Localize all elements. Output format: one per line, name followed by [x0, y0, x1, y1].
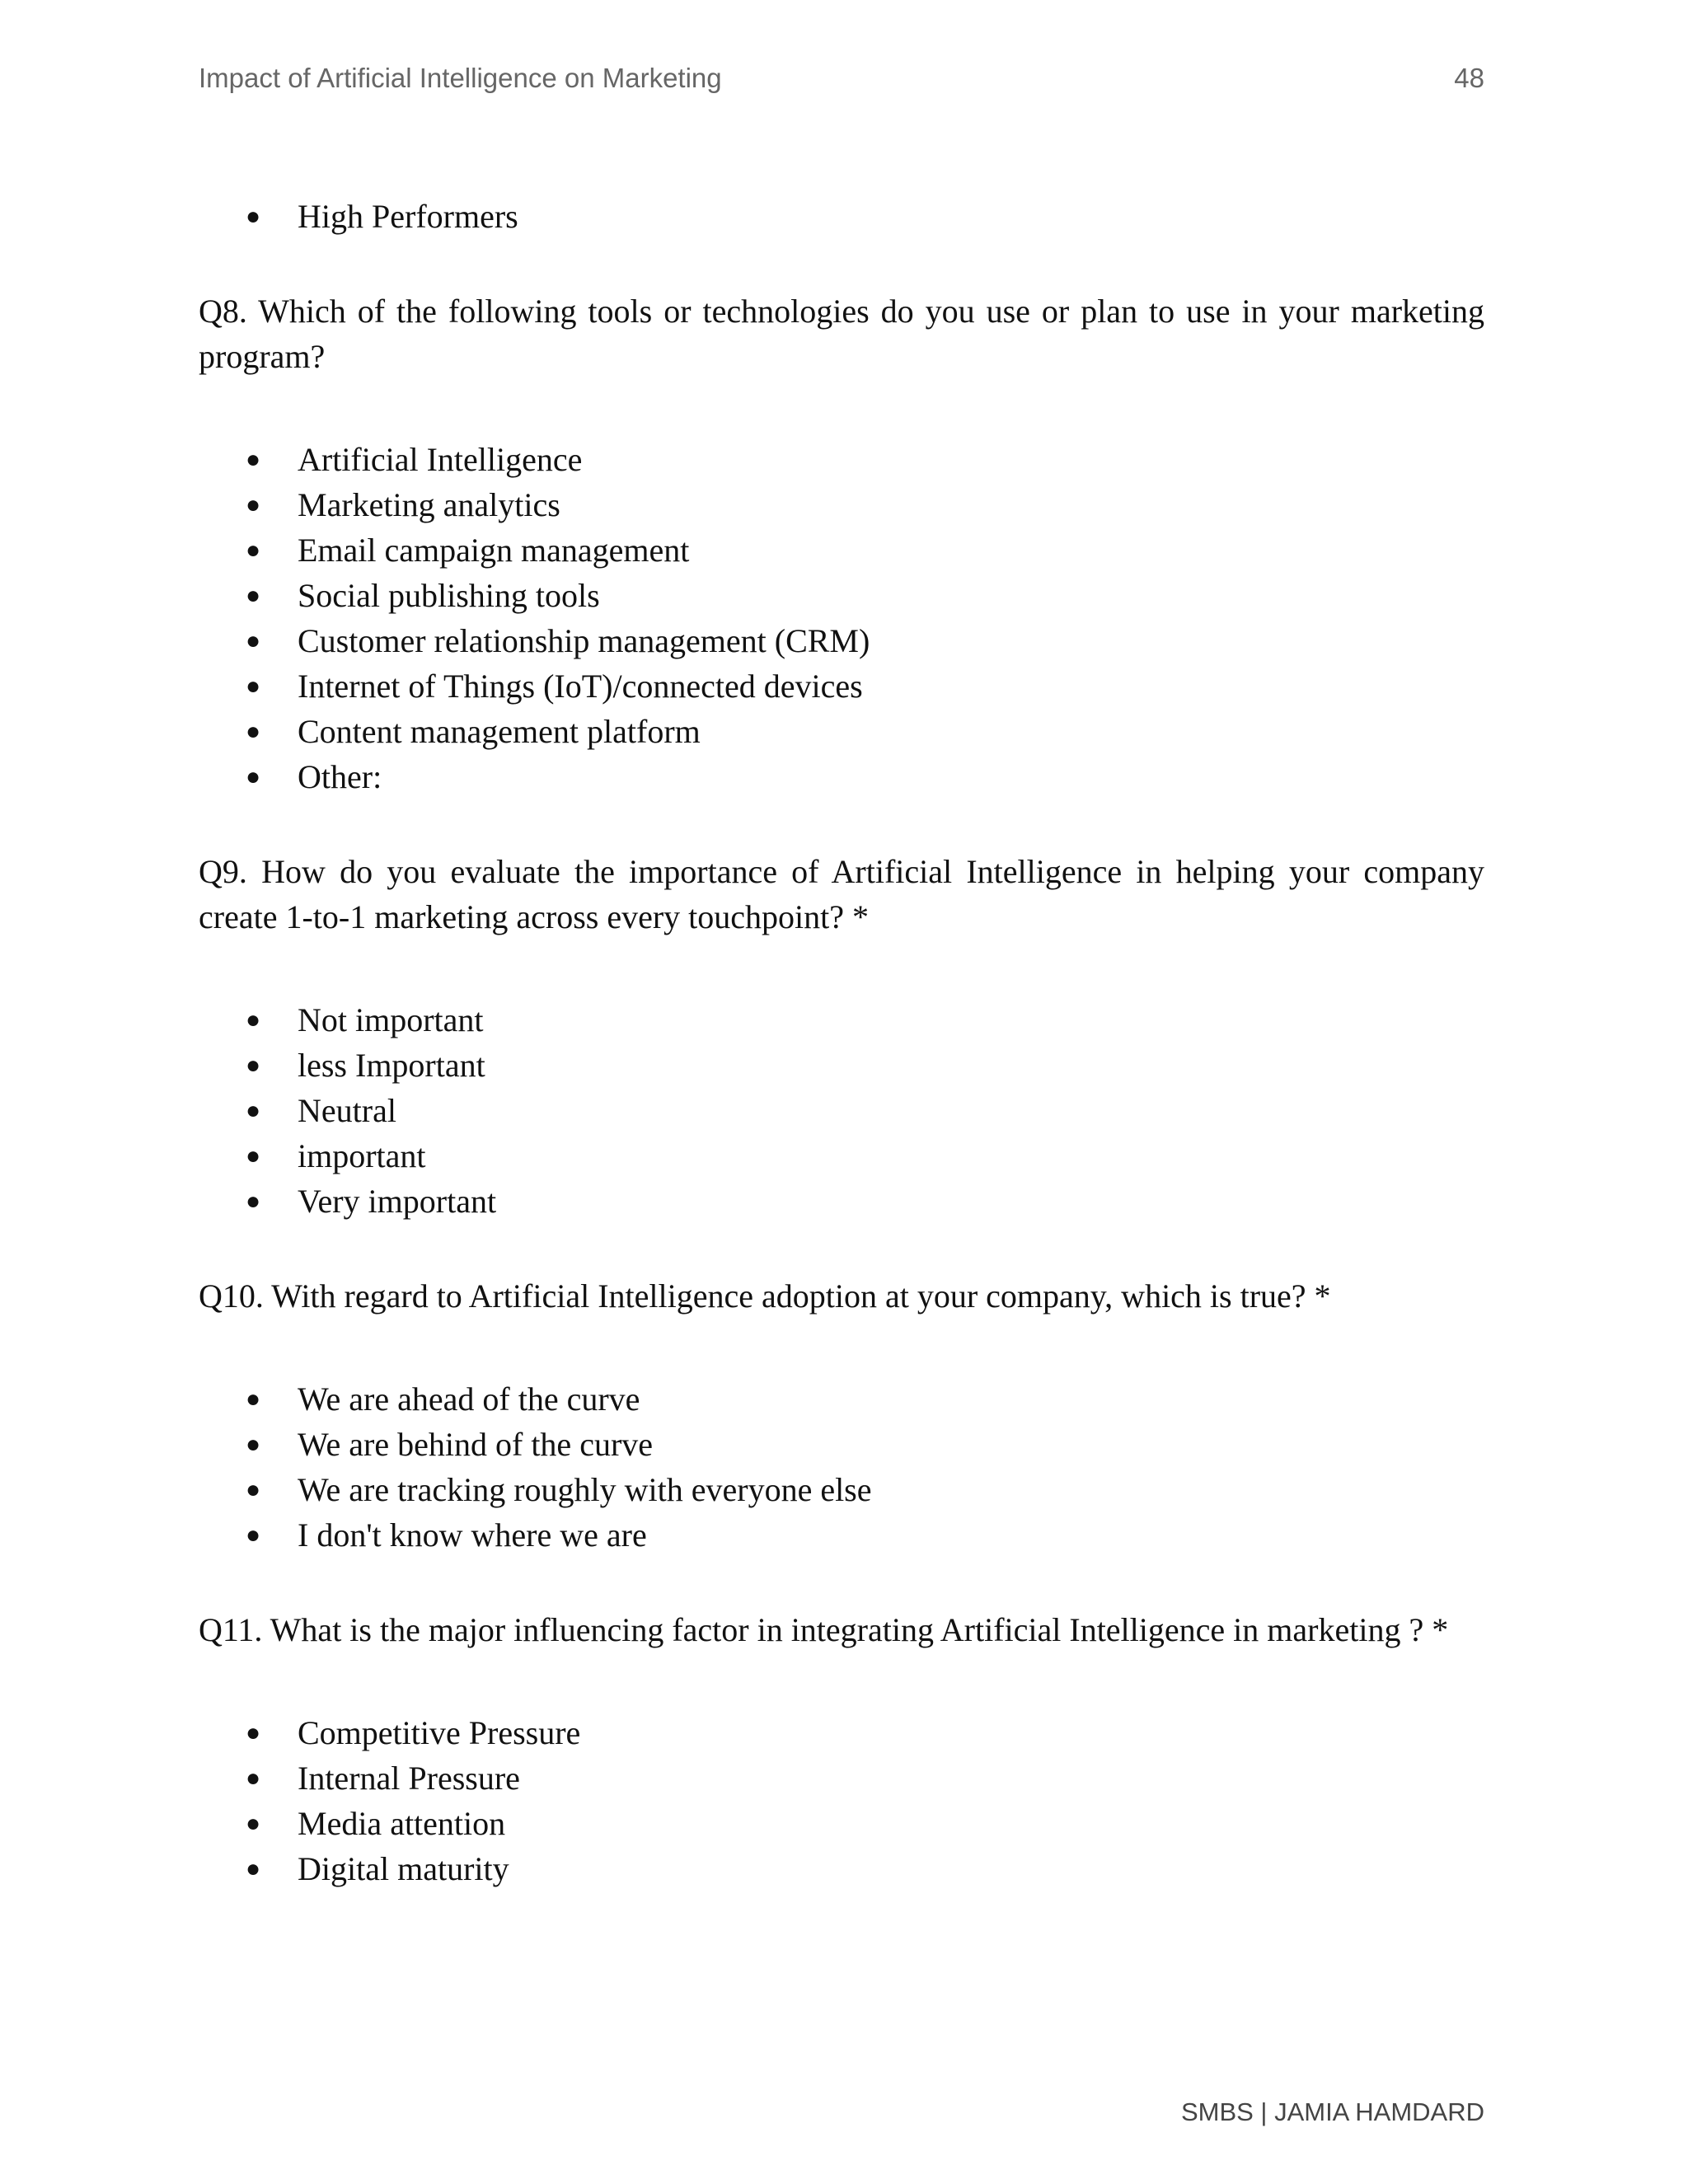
bullet-icon: ●	[246, 446, 261, 473]
bullet-icon: ●	[246, 1097, 261, 1124]
bullet-icon: ●	[246, 1855, 261, 1882]
option-text: Digital maturity	[298, 1850, 509, 1887]
list-item	[199, 437, 1484, 482]
bullet-icon: ●	[246, 1476, 261, 1503]
bullet-icon: ●	[246, 1431, 261, 1458]
lead-bullet-list	[199, 194, 1484, 239]
question-q9: Q9. How do you evaluate the importance of Artificial Intelligence in helping your company create 1-to-1 marketing across every touchpoint? *	[199, 853, 1484, 935]
header-title: Impact of Artificial Intelligence on Marketing	[199, 63, 722, 93]
option-text: Not important	[298, 1001, 484, 1038]
bullet-icon: ●	[246, 1142, 261, 1169]
question-q8: Q8. Which of the following tools or technologies do you use or plan to use in your marketing program?	[199, 293, 1484, 375]
option-text: Competitive Pressure	[298, 1714, 581, 1751]
option-text: Media attention	[298, 1805, 506, 1842]
page-footer: SMBS | JAMIA HAMDARD	[1180, 2097, 1484, 2126]
list-item	[199, 1512, 1484, 1558]
list-item	[199, 1467, 1484, 1512]
option-text: Content management platform	[298, 713, 701, 750]
bullet-icon: ●	[246, 763, 261, 790]
bullet-icon: ●	[246, 673, 261, 700]
bullet-icon: ●	[246, 1052, 261, 1079]
list-item-text: High Performers	[298, 198, 518, 235]
list-item	[199, 527, 1484, 573]
list-item	[199, 1088, 1484, 1133]
list-item	[199, 194, 1484, 239]
list-item	[199, 1133, 1484, 1179]
option-text: Marketing analytics	[298, 486, 560, 523]
list-item	[199, 1710, 1484, 1755]
list-item	[199, 1043, 1484, 1088]
question-q11: Q11. What is the major influencing factor in integrating Artificial Intelligence in marketing ? *	[199, 1611, 1449, 1648]
list-item	[199, 997, 1484, 1043]
bullet-icon: ●	[246, 1521, 261, 1549]
option-text: Very important	[298, 1183, 497, 1220]
bullet-icon: ●	[246, 1765, 261, 1792]
bullet-icon: ●	[246, 1188, 261, 1215]
bullet-icon: ●	[246, 1006, 261, 1033]
option-text: Email campaign management	[298, 532, 690, 569]
option-text: We are behind of the curve	[298, 1426, 654, 1463]
options-list-q8	[199, 437, 1484, 799]
survey-content	[199, 194, 1484, 1891]
list-item	[199, 663, 1484, 709]
list-item	[199, 1376, 1484, 1422]
option-text: Customer relationship management (CRM)	[298, 622, 870, 659]
option-text: Neutral	[298, 1092, 396, 1129]
bullet-icon: ●	[246, 203, 261, 230]
option-text: We are ahead of the curve	[298, 1380, 640, 1418]
option-text: Internet of Things (IoT)/connected devices	[298, 668, 863, 705]
bullet-icon: ●	[246, 1385, 261, 1413]
option-text: Internal Pressure	[298, 1760, 520, 1797]
option-text: less Important	[298, 1047, 485, 1084]
options-list-q11	[199, 1710, 1484, 1891]
option-text: We are tracking roughly with everyone else	[298, 1471, 872, 1508]
list-item	[199, 1179, 1484, 1224]
bullet-icon: ●	[246, 537, 261, 564]
page-number: 48	[1454, 63, 1484, 93]
option-text: I don't know where we are	[298, 1516, 647, 1554]
list-item	[199, 709, 1484, 754]
list-item	[199, 1422, 1484, 1467]
list-item	[199, 618, 1484, 663]
list-item	[199, 573, 1484, 618]
options-list-q9	[199, 997, 1484, 1224]
options-list-q10	[199, 1376, 1484, 1558]
option-text: Artificial Intelligence	[298, 441, 583, 478]
list-item	[199, 1801, 1484, 1846]
list-item	[199, 754, 1484, 799]
question-q10: Q10. With regard to Artificial Intelligence adoption at your company, which is true? *	[199, 1277, 1331, 1315]
option-text: Other:	[298, 758, 382, 795]
bullet-icon: ●	[246, 1719, 261, 1746]
bullet-icon: ●	[246, 582, 261, 609]
list-item	[199, 1846, 1484, 1891]
option-text: Social publishing tools	[298, 577, 600, 614]
option-text: important	[298, 1137, 426, 1174]
bullet-icon: ●	[246, 627, 261, 654]
bullet-icon: ●	[246, 491, 261, 518]
bullet-icon: ●	[246, 1810, 261, 1837]
bullet-icon: ●	[246, 718, 261, 745]
list-item	[199, 482, 1484, 527]
page-header	[199, 58, 1484, 99]
list-item	[199, 1755, 1484, 1801]
